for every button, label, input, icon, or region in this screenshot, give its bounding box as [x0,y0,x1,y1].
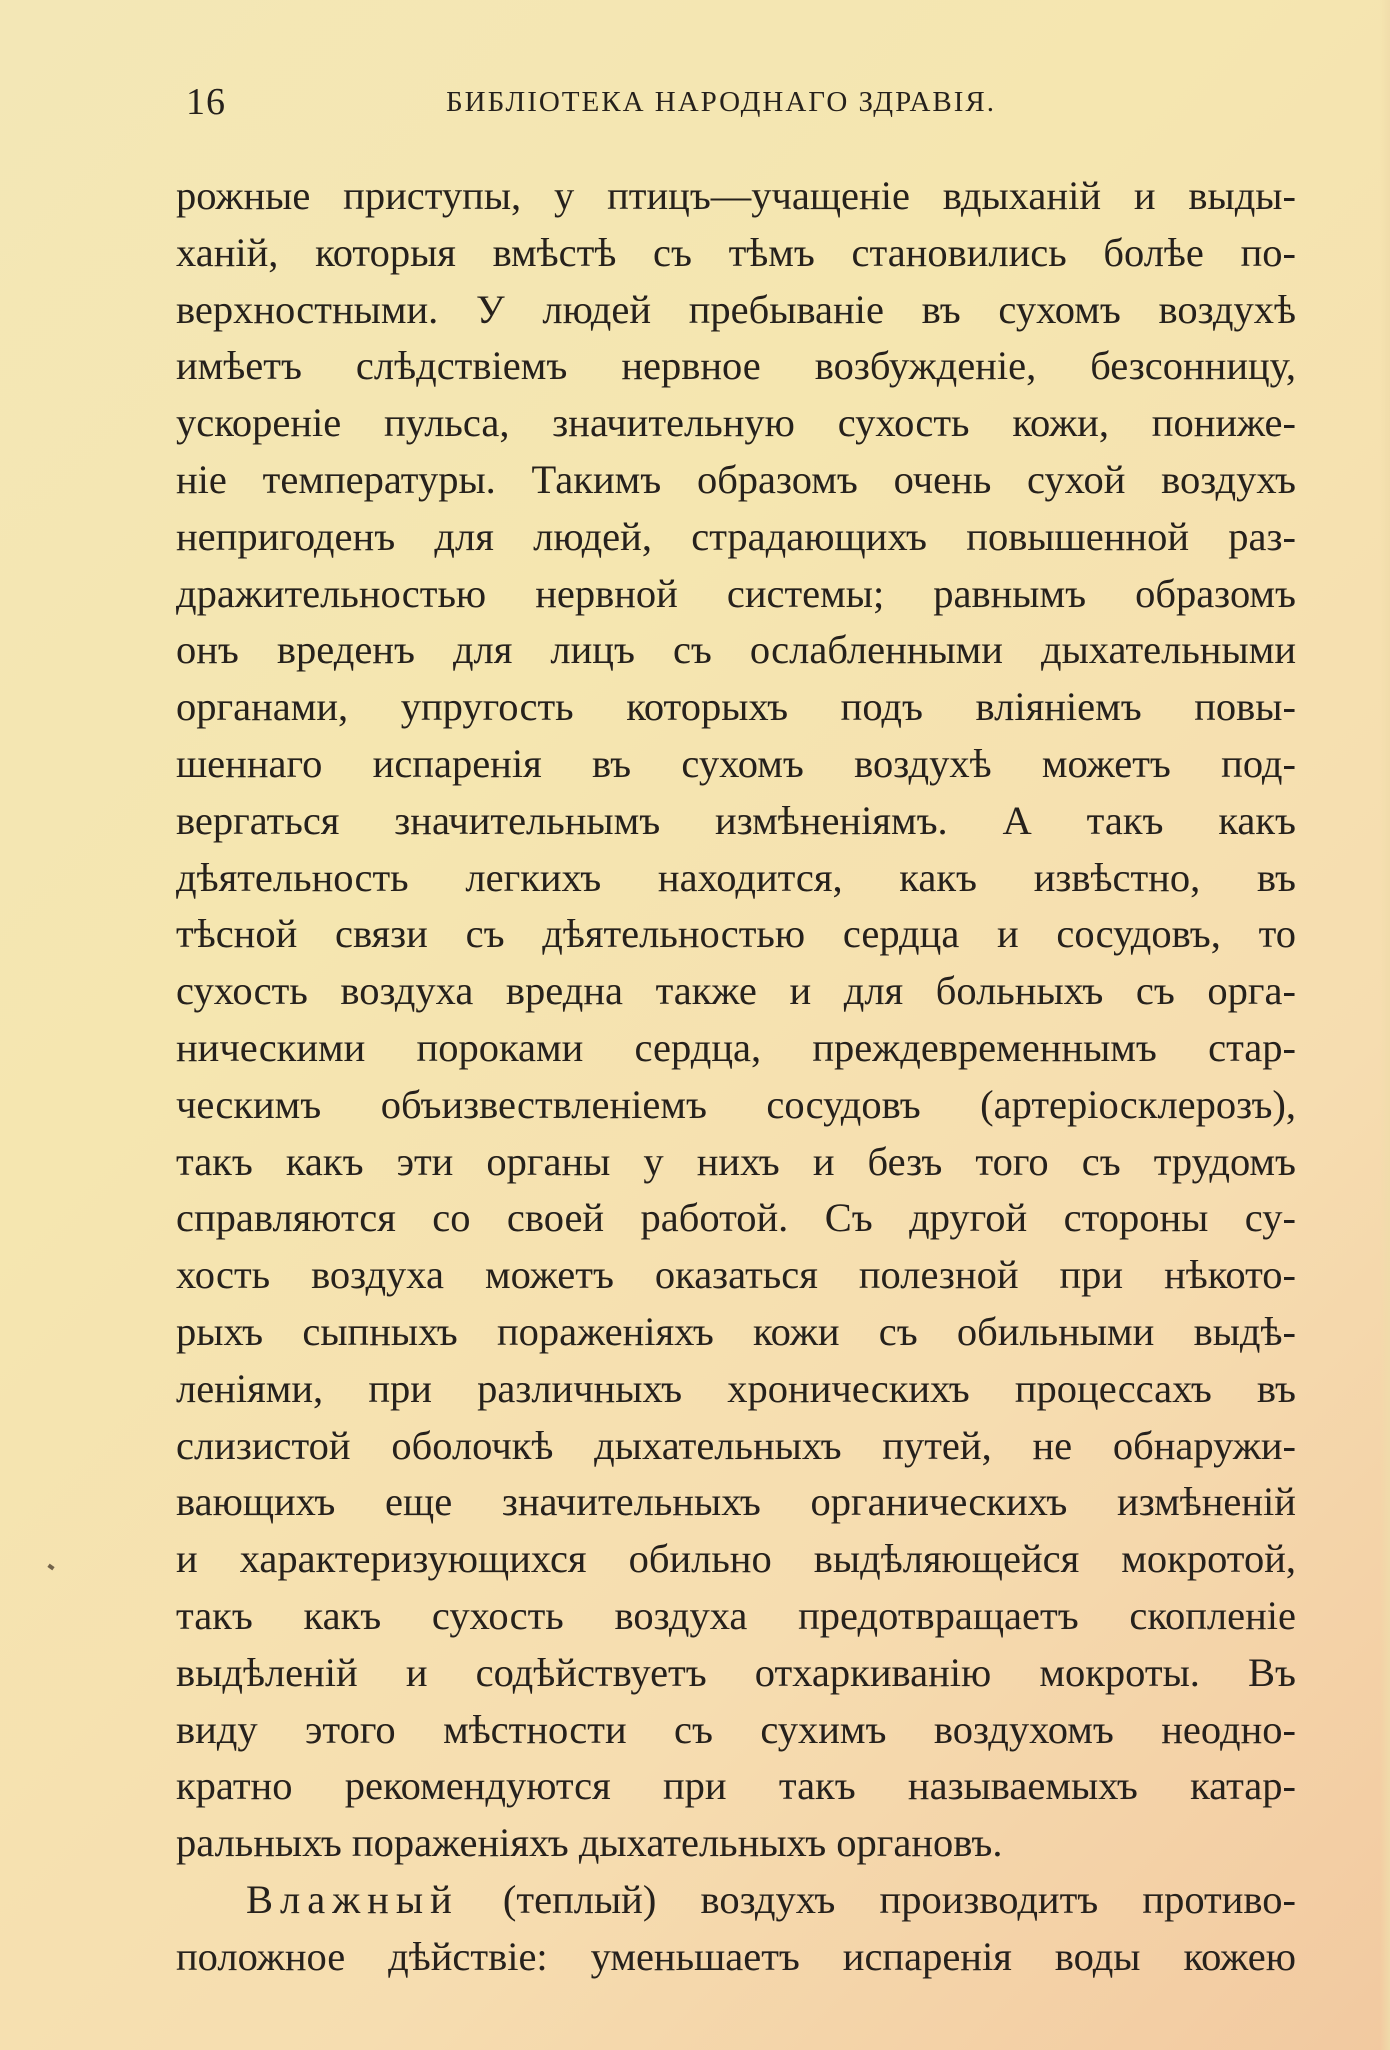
text-line: рожные приступы, у птицъ—учащеніе вдыханій и выды- [176,173,1296,218]
text-line: вергаться значительнымъ измѣненіямъ. А такъ какъ [176,797,1296,843]
paragraph-start-line [176,1872,1296,1929]
body-text [176,168,1296,1986]
text-fragment: (теплый) воздухъ производитъ противо- [458,1876,1296,1922]
text-line: верхностными. У людей пребываніе въ сухомъ воздухѣ [176,286,1296,332]
running-title: БИБЛІОТЕКА НАРОДНАГО ЗДРАВІЯ. [446,86,997,118]
paper-speck [47,1564,54,1571]
text-line: онъ вреденъ для лицъ съ ослабленными дыхательными [176,627,1296,673]
page-edge-shadow [1380,0,1390,2050]
paragraph-end-line: ральныхъ пораженіяхъ дыхательныхъ органовъ. [176,1820,1003,1866]
text-line: рыхъ сыпныхъ пораженіяхъ кожи съ обильными выдѣ- [176,1308,1296,1354]
text-line: имѣетъ слѣдствіемъ нервное возбужденіе, безсонницу, [176,343,1296,389]
text-line: сухость воздуха вредна также и для больныхъ съ орга- [176,968,1296,1014]
text-line: органами, упругость которыхъ подъ вліяніемъ повы- [176,684,1296,730]
text-line: леніями, при различныхъ хроническихъ процессахъ въ [176,1365,1296,1411]
text-line: ускореніе пульса, значительную сухость кожи, пониже- [176,400,1296,446]
running-header [186,80,1186,126]
text-line: кратно рекомендуются при такъ называемыхъ катар- [176,1763,1296,1809]
text-line: ческимъ объизвествленіемъ сосудовъ (артеріосклерозъ), [176,1081,1296,1127]
text-line: непригоденъ для людей, страдающихъ повышенной раз- [176,513,1296,559]
text-line: слизистой оболочкѣ дыхательныхъ путей, не обнаружи- [176,1422,1296,1468]
spaced-emphasis-word: Влажный [246,1876,459,1922]
text-line: виду этого мѣстности съ сухимъ воздухомъ неодно- [176,1706,1296,1752]
text-line: ніе температуры. Такимъ образомъ очень сухой воздухъ [176,456,1296,502]
text-line: шеннаго испаренія въ сухомъ воздухѣ можетъ под- [176,740,1296,786]
text-line: выдѣленій и содѣйствуетъ отхаркиванію мокроты. Въ [176,1649,1296,1695]
page-number: 16 [186,81,226,123]
text-line: хость воздуха можетъ оказаться полезной при нѣкото- [176,1252,1296,1298]
text-line: ническими пороками сердца, преждевременнымъ стар- [176,1024,1296,1070]
text-line: справляются со своей работой. Съ другой стороны су- [176,1195,1296,1241]
text-line: тѣсной связи съ дѣятельностью сердца и сосудовъ, то [176,911,1296,957]
text-line: вающихъ еще значительныхъ органическихъ измѣненій [176,1479,1296,1525]
text-line: такъ какъ сухость воздуха предотвращаетъ скопленіе [176,1592,1296,1638]
text-line: ханій, которыя вмѣстѣ съ тѣмъ становились болѣе по- [176,229,1296,275]
text-line: дѣятельность легкихъ находится, какъ извѣстно, въ [176,854,1296,900]
text-line: положное дѣйствіе: уменьшаетъ испаренія воды кожею [176,1933,1296,1979]
text-line: такъ какъ эти органы у нихъ и безъ того съ трудомъ [176,1138,1296,1184]
text-line: и характеризующихся обильно выдѣляющейся мокротой, [176,1536,1296,1582]
text-line: дражительностью нервной системы; равнымъ образомъ [176,570,1296,616]
